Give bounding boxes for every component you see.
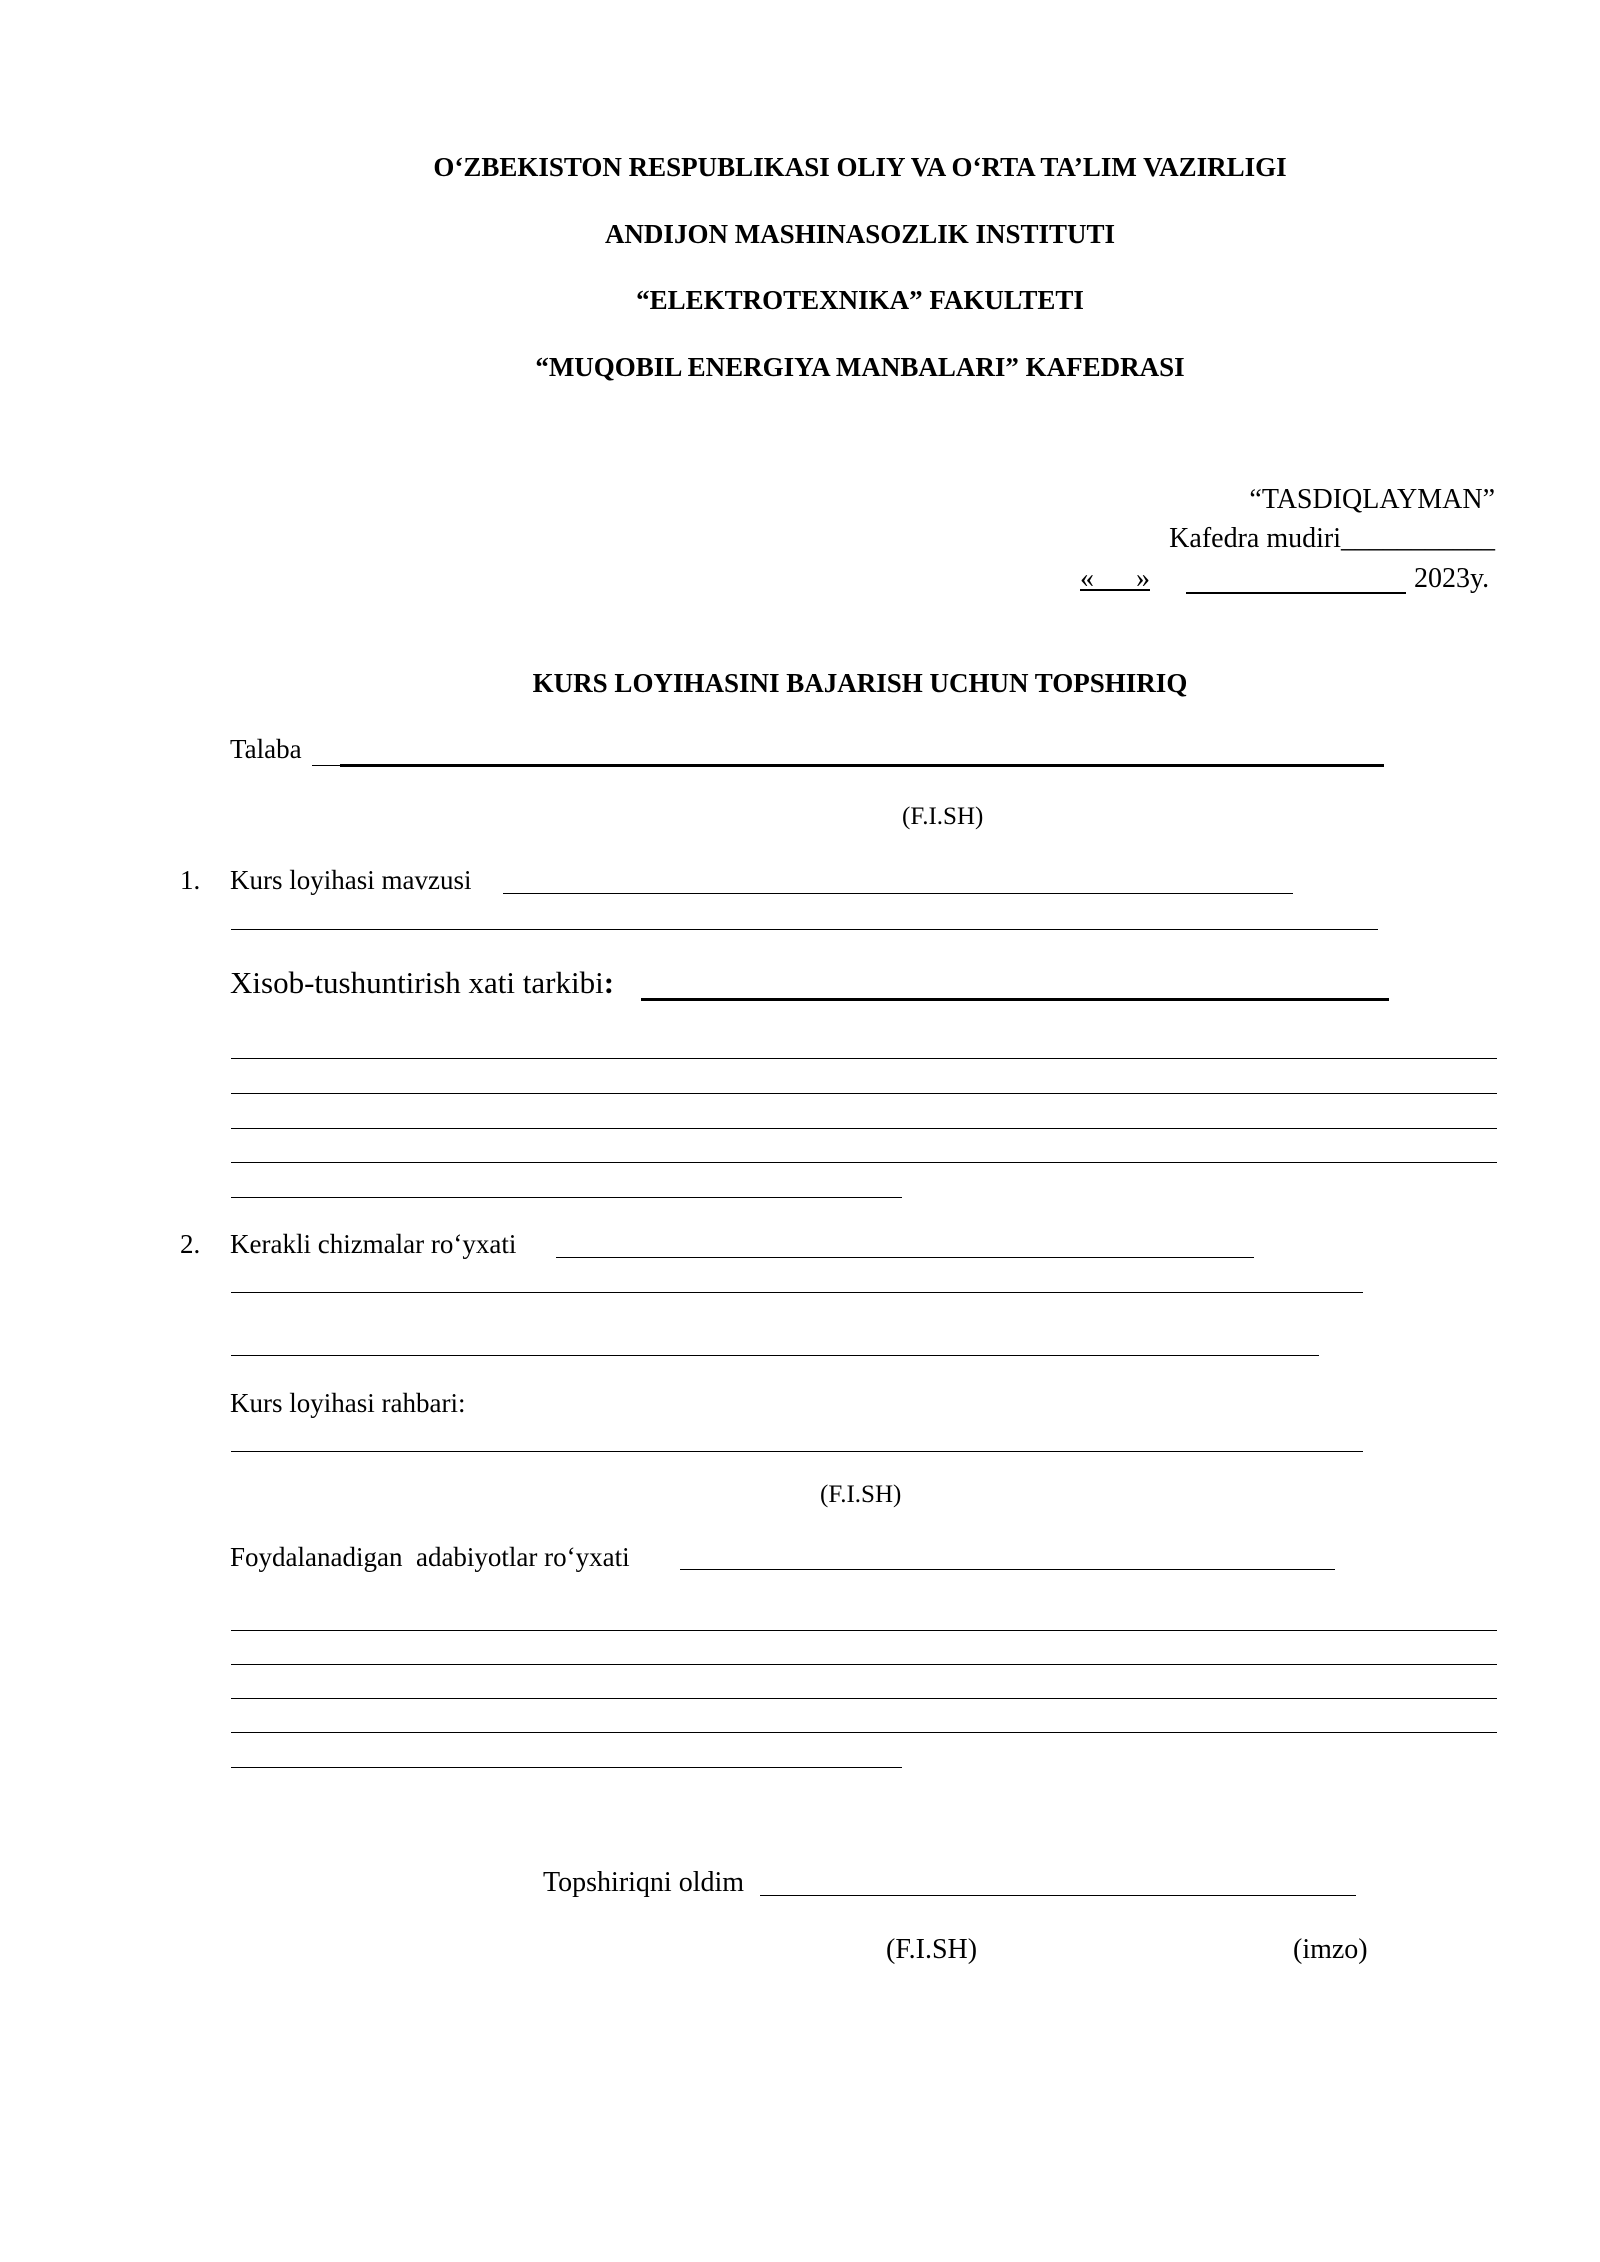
date-quotes: « » [1080, 563, 1150, 594]
course-topic-line-1 [503, 893, 1293, 894]
supervisor-label: Kurs loyihasi rahbari: [230, 1388, 466, 1418]
receipt-fish-caption: (F.I.SH) [886, 1934, 978, 1965]
date-month-line [1186, 592, 1406, 594]
faculty-heading: “ELEKTROTEXNIKA” FAKULTETI [636, 285, 1084, 315]
literature-line-5 [231, 1767, 902, 1768]
student-label: Talaba [230, 734, 302, 764]
course-topic-label: Kurs loyihasi mavzusi [230, 865, 472, 895]
student-line-thin [312, 765, 342, 766]
supervisor-fish-caption: (F.I.SH) [820, 1481, 902, 1508]
department-heading: “MUQOBIL ENERGIYA MANBALARI” KAFEDRASI [535, 352, 1185, 382]
ministry-heading: O‘ZBEKISTON RESPUBLIKASI OLIY VA O‘RTA TA’LIM VAZIRLIGI [433, 152, 1287, 182]
explanatory-note-text: Xisob-tushuntirish xati tarkibi [230, 965, 604, 1000]
approval-title: “TASDIQLAYMAN” [1249, 484, 1495, 515]
explanatory-line-1 [231, 1058, 1497, 1059]
approval-year: 2023y. [1414, 563, 1490, 594]
drawings-line-3 [231, 1355, 1319, 1356]
explanatory-note-colon: : [603, 965, 615, 1000]
literature-line-title [680, 1569, 1335, 1570]
explanatory-line-2 [231, 1093, 1497, 1094]
task-title: KURS LOYIHASINI BAJARISH UCHUN TOPSHIRIQ [532, 668, 1188, 698]
course-topic-line-2 [231, 929, 1378, 930]
drawings-line-2 [231, 1292, 1363, 1293]
drawings-list-label: Kerakli chizmalar ro‘yxati [230, 1229, 517, 1259]
signature-caption: (imzo) [1293, 1934, 1368, 1965]
section-1-number: 1. [180, 865, 201, 895]
explanatory-line-5 [231, 1197, 902, 1198]
literature-line-4 [231, 1732, 1497, 1733]
explanatory-note-label [230, 965, 614, 1001]
literature-list-label: Foydalanadigan adabiyotlar ro‘yxati [230, 1542, 630, 1572]
student-fish-caption: (F.I.SH) [902, 803, 984, 830]
explanatory-line-4 [231, 1162, 1497, 1163]
section-2-number: 2. [180, 1229, 201, 1259]
student-name-line [340, 764, 1384, 767]
receipt-line [760, 1895, 1356, 1896]
literature-line-2 [231, 1664, 1497, 1665]
drawings-line-1 [556, 1257, 1254, 1258]
head-of-department-label: Kafedra mudiri___________ [1169, 523, 1495, 554]
literature-line-3 [231, 1698, 1497, 1699]
receipt-label: Topshiriqni oldim [543, 1867, 745, 1898]
literature-line-1 [231, 1630, 1497, 1631]
explanatory-note-title-line [641, 998, 1389, 1001]
supervisor-name-line [231, 1451, 1363, 1452]
institute-heading: ANDIJON MASHINASOZLIK INSTITUTI [604, 219, 1116, 249]
explanatory-line-3 [231, 1128, 1497, 1129]
